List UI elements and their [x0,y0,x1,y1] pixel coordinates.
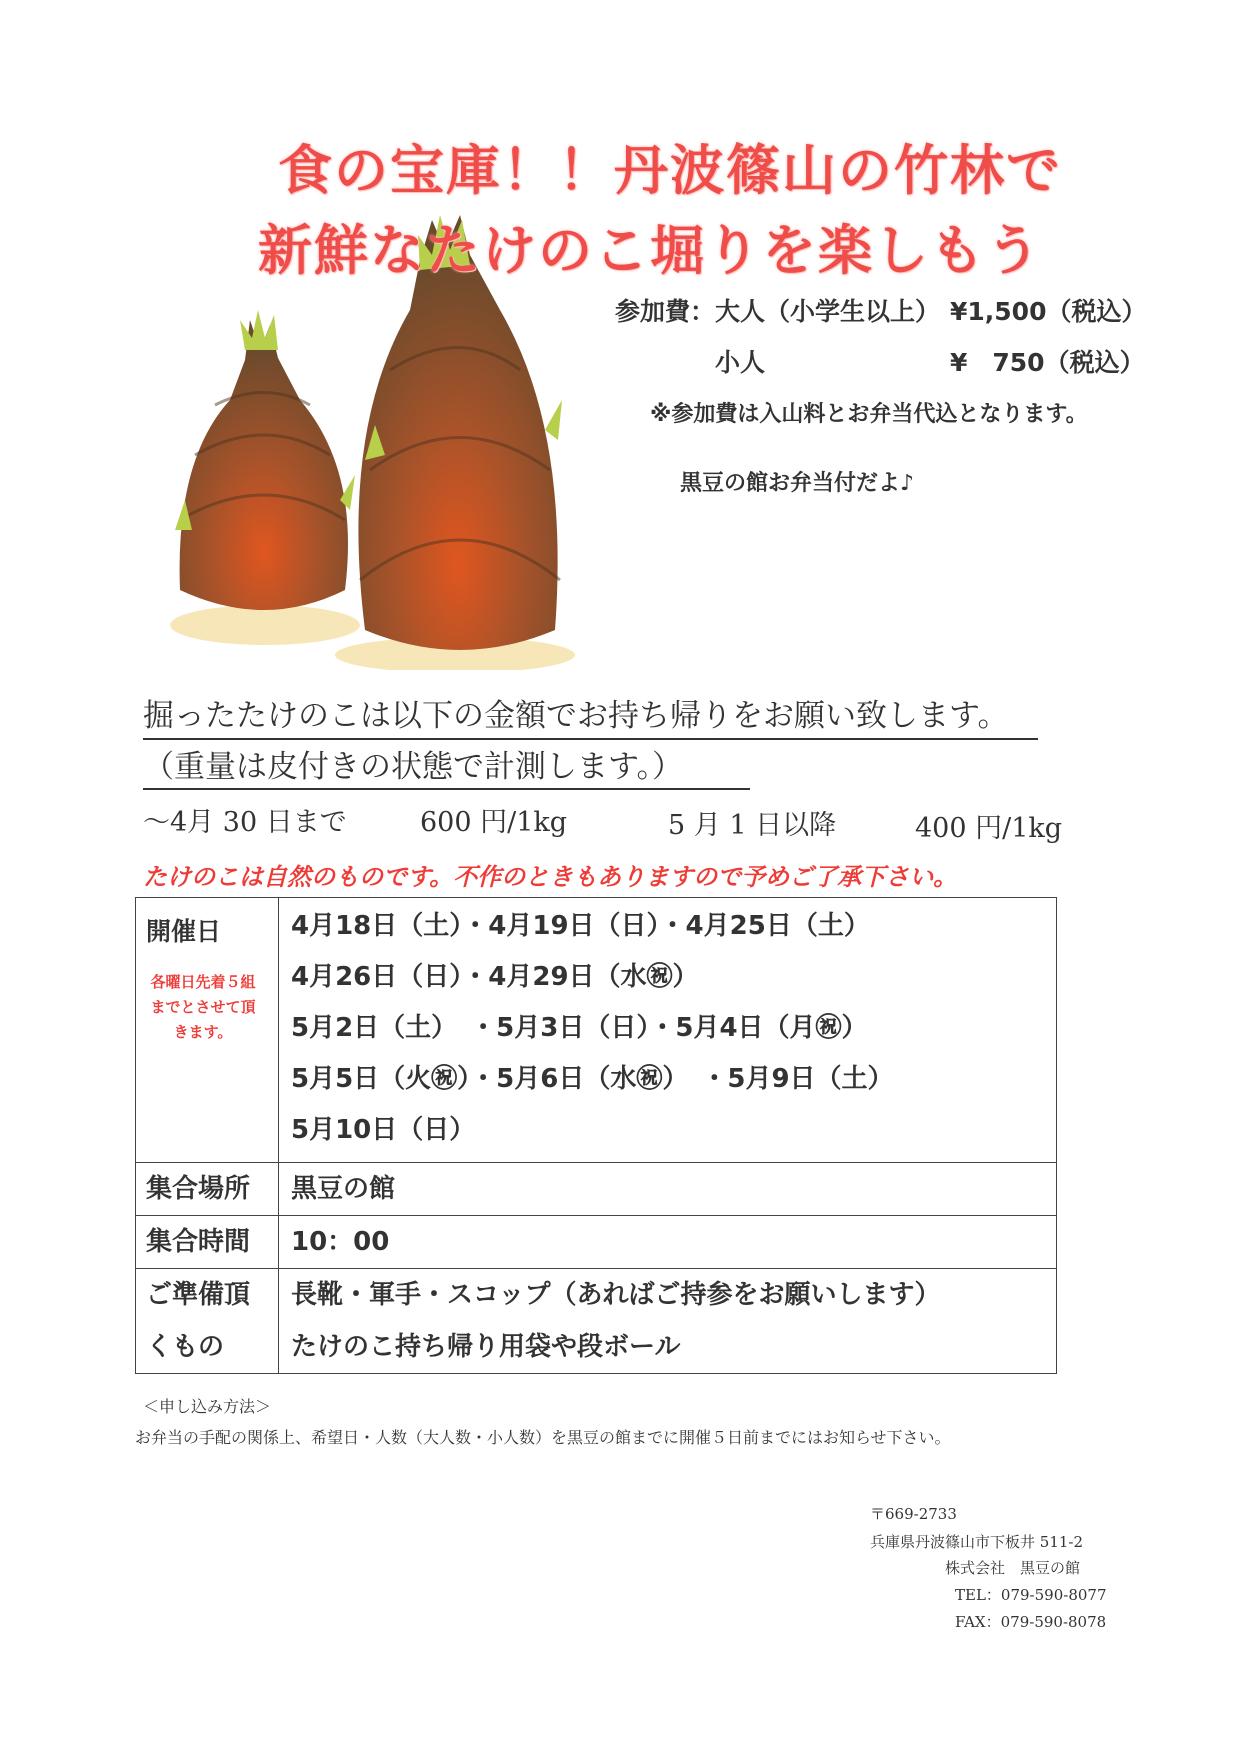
date-line: 4月18日（土）・4月19日（日）・4月25日（土） [291,911,870,941]
dates-value-cell [279,898,1057,1163]
adult-label: 大人（小学生以上） [715,297,941,326]
place-label: 集合場所 [146,1174,251,1204]
time-value: 10：00 [291,1227,390,1257]
dates-label: 開催日 [146,917,222,946]
prep-value-line: たけのこ持ち帰り用袋や段ボール [291,1332,681,1362]
price-until-value: 600 円/1kg [420,807,568,838]
dates-note [136,970,278,1045]
takehome-underline-2 [143,788,750,790]
date-line: 5月5日（火㊗）・5月6日（水㊗） ・5月9日（土） [291,1064,894,1094]
time-label: 集合時間 [146,1227,251,1257]
prep-label-cell [136,1269,279,1374]
place-value-cell [279,1163,1057,1216]
date-line: 5月10日（日） [291,1115,476,1145]
headline-line-1: 食の宝庫！！丹波篠山の竹林で [278,139,1062,202]
fee-note: ※参加費は入山料とお弁当代込となります。 [650,402,1088,427]
contact-fax: FAX：079-590-8078 [955,1613,1107,1631]
date-line: 5月2日（土） ・5月3日（日）・5月4日（月㊗） [291,1013,868,1043]
dates-note-line: 各曜日先着５組 [150,973,256,991]
takehome-line-2: （重量は皮付きの状態で計測します。） [143,749,684,785]
contact-tel: TEL：079-590-8077 [955,1586,1107,1604]
time-value-cell [279,1216,1057,1269]
child-label: 小人 [715,348,766,377]
table-row [136,1269,1057,1374]
child-price: ¥ 750（税込） [950,348,1145,377]
application-text: お弁当の手配の関係上、希望日・人数（大人数・小人数）を黒豆の館までに開催５日前までにはお知らせ下さい。 [135,1428,951,1447]
adult-price: ¥1,500（税込） [950,297,1147,326]
takehome-underline-1 [143,738,1038,740]
fee-label: 参加費： [615,297,716,326]
dates-note-line: きます。 [173,1023,233,1041]
prep-label-line: くもの [146,1332,225,1362]
takehome-line-1: 掘ったたけのこは以下の金額でお持ち帰りをお願い致します。 [143,698,1009,734]
prep-value-line: 長靴・軍手・スコップ（あればご持参をお願いします） [291,1280,941,1310]
contact-address: 兵庫県丹波篠山市下板井 511-2 [870,1533,1084,1551]
dates-note-line: までとさせて頂 [150,998,256,1016]
table-row [136,1163,1057,1216]
prep-value-cell [279,1269,1057,1374]
small-bamboo-shoot [170,310,360,645]
headline-line-2: 新鮮なたけのこ堀りを楽しもう [258,219,1042,282]
bento-note: 黒豆の館お弁当付だよ♪ [680,471,915,496]
price-until-label: ～4月 30 日まで [143,807,347,838]
dates-label-cell [136,898,279,1163]
application-heading: ＜申し込み方法＞ [143,1397,272,1416]
contact-company: 株式会社 黒豆の館 [945,1559,1081,1577]
table-row [136,1216,1057,1269]
price-after-label: 5 月 1 日以降 [668,810,837,841]
event-info-table [135,897,1057,1374]
prep-label-line: ご準備頂 [146,1280,251,1310]
contact-postal: 〒669-2733 [870,1505,957,1523]
date-line: 4月26日（日）・4月29日（水㊗） [291,962,699,992]
time-label-cell [136,1216,279,1269]
table-row [136,898,1057,1163]
price-after-value: 400 円/1kg [915,813,1063,844]
place-value: 黒豆の館 [291,1174,396,1204]
place-label-cell [136,1163,279,1216]
harvest-warning: たけのこは自然のものです。不作のときもありますので予めご了承下さい。 [143,863,958,891]
